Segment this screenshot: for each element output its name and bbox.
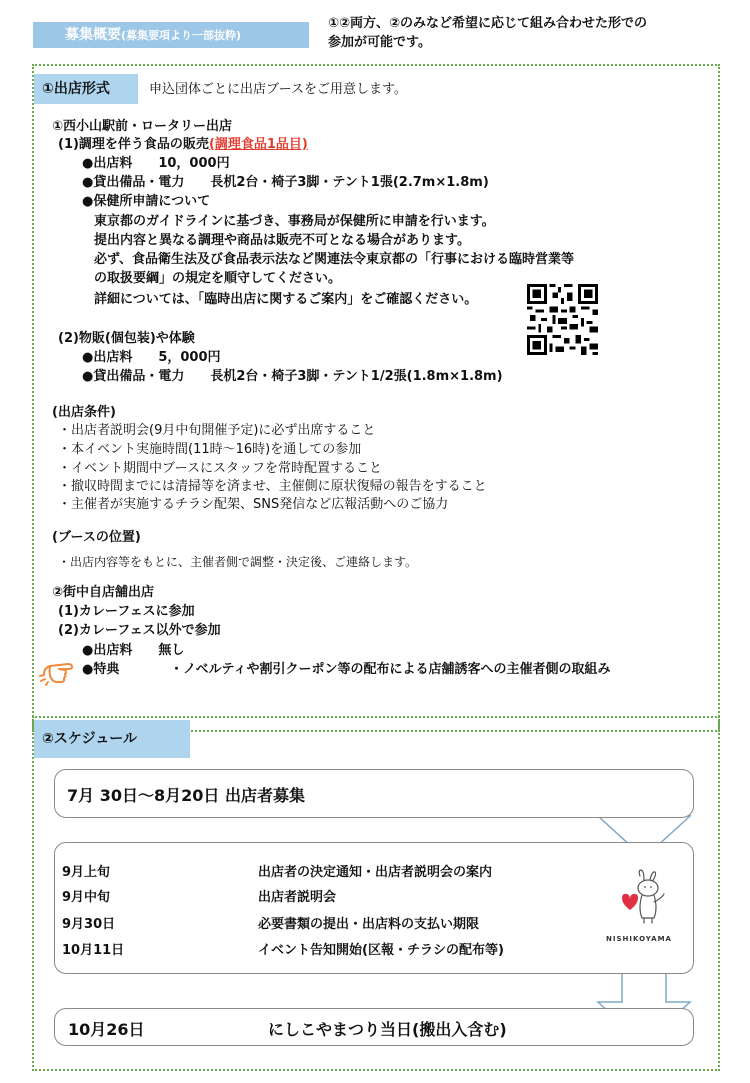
mascot-logo <box>612 868 676 930</box>
conditions-title: (出店条件) <box>52 405 116 420</box>
condition-item: ・イベント期間中ブースにスタッフを常時配置すること <box>58 461 382 476</box>
store2-fee: ●出店料 無し <box>82 643 185 658</box>
section-lead: 申込団体ごとに出店ブースをご用意します。 <box>149 82 407 97</box>
schedule-final-date: 10月26日 <box>68 1020 145 1039</box>
intro-line: 参加が可能です。 <box>328 35 431 50</box>
sub1-title: (1)調理を伴う食品の販売(調理食品1品目) <box>58 137 308 152</box>
intro-text <box>328 14 647 52</box>
sub1-health-line: 提出内容と異なる調理や商品は販売不可となる場合があります。 <box>94 233 470 248</box>
store2-sub1: (1)カレーフェスに参加 <box>58 604 195 619</box>
mascot-label: NISHIKOYAMA <box>606 935 672 943</box>
sub2-fee: ●出店料 5，000円 <box>82 350 221 365</box>
sub1-fee: ●出店料 10，000円 <box>82 156 230 171</box>
booth-title: (ブースの位置) <box>52 530 141 545</box>
sub1-health-line: 必ず、食品衛生法及び食品表示法など関連法令東京都の「行事における臨時営業等 <box>94 252 574 267</box>
sub1-note: (調理食品1品目) <box>208 137 308 152</box>
condition-item: ・主催者が実施するチラシ配架、SNS発信など広報活動へのご協力 <box>58 497 449 512</box>
sub1-health-title: ●保健所申請について <box>82 194 211 209</box>
store1-title: ①西小山駅前・ロータリー出店 <box>52 119 233 134</box>
schedule-event: 出店者説明会 <box>258 890 337 905</box>
sub1-health-line: の取扱要綱」の規定を順守してください。 <box>94 271 342 286</box>
condition-item: ・出店者説明会(9月中旬開催予定)に必ず出席すること <box>58 423 376 438</box>
schedule-date: 9月上旬 <box>62 865 111 880</box>
qr-code[interactable] <box>527 284 598 355</box>
sub1-equip: ●貸出備品・電力 長机2台・椅子3脚・テント1張(2.7m×1.8m) <box>82 175 489 190</box>
schedule-final-event: にしこやまつり当日(搬出入含む) <box>268 1020 507 1039</box>
store2-perk-label: ●特典 <box>82 662 120 677</box>
schedule-date: 9月中旬 <box>62 890 111 905</box>
sub2-equip: ●貸出備品・電力 長机2台・椅子3脚・テント1/2張(1.8m×1.8m) <box>82 369 503 384</box>
pointing-hand-icon <box>38 654 78 690</box>
booth-text: ・出店内容等をもとに、主催者側で調整・決定後、ご連絡します。 <box>58 555 418 569</box>
section-tab-schedule: ②スケジュール <box>34 720 190 758</box>
condition-item: ・撤収時間までには清掃等を済ませ、主催側に原状復帰の報告をすること <box>58 479 487 494</box>
intro-line: ①②両方、②のみなど希望に応じて組み合わせた形での <box>328 16 648 31</box>
schedule-event: 出店者の決定通知・出店者説明会の案内 <box>258 865 493 880</box>
store2-title: ②街中自店舗出店 <box>52 585 155 600</box>
schedule-date: 9月30日 <box>62 917 116 932</box>
page-title-sub: (募集要項より一部抜粋) <box>121 29 242 42</box>
sub2-title: (2)物販(個包装)や体験 <box>58 331 195 346</box>
section-tab-store-format: ①出店形式 <box>34 74 138 104</box>
store2-perk-text: ・ノベルティや割引クーポン等の配布による店舗誘客への主催者側の取組み <box>170 662 611 677</box>
schedule-event: イベント告知開始(区報・チラシの配布等) <box>258 943 504 958</box>
schedule-recruit: 7月 30日～8月20日 出店者募集 <box>67 786 305 805</box>
schedule-event: 必要書類の提出・出店料の支払い期限 <box>258 917 480 932</box>
page-title-tab <box>33 22 309 48</box>
sub1-health-line: 詳細については、「臨時出店に関するご案内」をご確認ください。 <box>94 292 478 307</box>
condition-item: ・本イベント実施時間(11時～16時)を通しての参加 <box>58 442 362 457</box>
page-title: 募集概要 <box>65 27 121 43</box>
sub1-health-line: 東京都のガイドラインに基づき、事務局が保健所に申請を行います。 <box>94 214 495 229</box>
store2-sub2: (2)カレーフェス以外で参加 <box>58 623 221 638</box>
schedule-date: 10月11日 <box>62 943 125 958</box>
